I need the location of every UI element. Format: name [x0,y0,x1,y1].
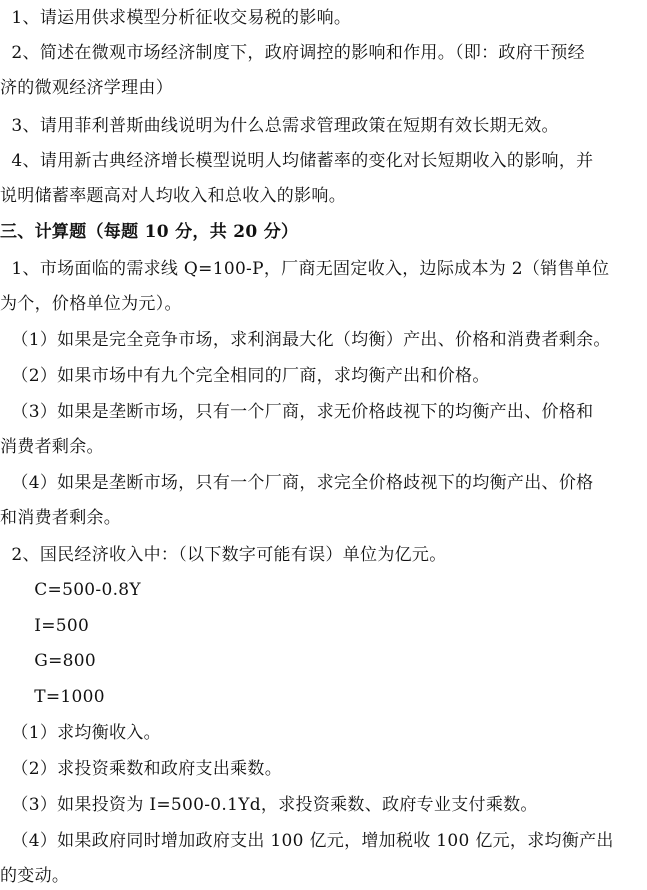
equation-line: I=500 [0,616,90,636]
equation-line: C=500-0.8Y [0,580,141,600]
question-line: 2、国民经济收入中：（以下数字可能有误）单位为亿元。 [0,545,447,565]
question-line: （2）如果市场中有九个完全相同的厂商，求均衡产出和价格。 [0,366,490,386]
question-line: （3）如果投资为 I=500-0.1Yd，求投资乘数、政府专业支付乘数。 [0,795,538,815]
question-line: 的变动。 [0,866,70,886]
equation-line: G=800 [0,651,96,671]
question-line: 为个，价格单位为元）。 [0,294,182,314]
question-line: 2、简述在微观市场经济制度下，政府调控的影响和作用。（即：政府干预经 [0,43,585,63]
question-line: （1）如果是完全竞争市场，求利润最大化（均衡）产出、价格和消费者剩余。 [0,330,611,350]
question-line: （4）如果政府同时增加政府支出 100 亿元，增加税收 100 亿元，求均衡产出 [0,831,614,851]
question-line: （4）如果是垄断市场，只有一个厂商，求完全价格歧视下的均衡产出、价格 [0,473,594,493]
equation-line: T=1000 [0,687,105,707]
question-line: 4、请用新古典经济增长模型说明人均储蓄率的变化对长短期收入的影响，并 [0,151,594,171]
question-line: （3）如果是垄断市场，只有一个厂商，求无价格歧视下的均衡产出、价格和 [0,402,594,422]
question-line: 3、请用菲利普斯曲线说明为什么总需求管理政策在短期有效长期无效。 [0,116,559,136]
question-line: 消费者剩余。 [0,437,104,457]
question-line: 和消费者剩余。 [0,508,122,528]
question-line: （2）求投资乘数和政府支出乘数。 [0,759,283,779]
section-heading: 三、计算题（每题 10 分，共 20 分） [0,222,299,242]
question-line: 说明储蓄率题高对人均收入和总收入的影响。 [0,186,346,206]
question-line: 1、请运用供求模型分析征收交易税的影响。 [0,8,352,28]
question-line: （1）求均衡收入。 [0,723,161,743]
question-line: 1、市场面临的需求线 Q=100-P，厂商无固定收入，边际成本为 2（销售单位 [0,259,610,279]
question-line: 济的微观经济学理由） [0,78,173,98]
